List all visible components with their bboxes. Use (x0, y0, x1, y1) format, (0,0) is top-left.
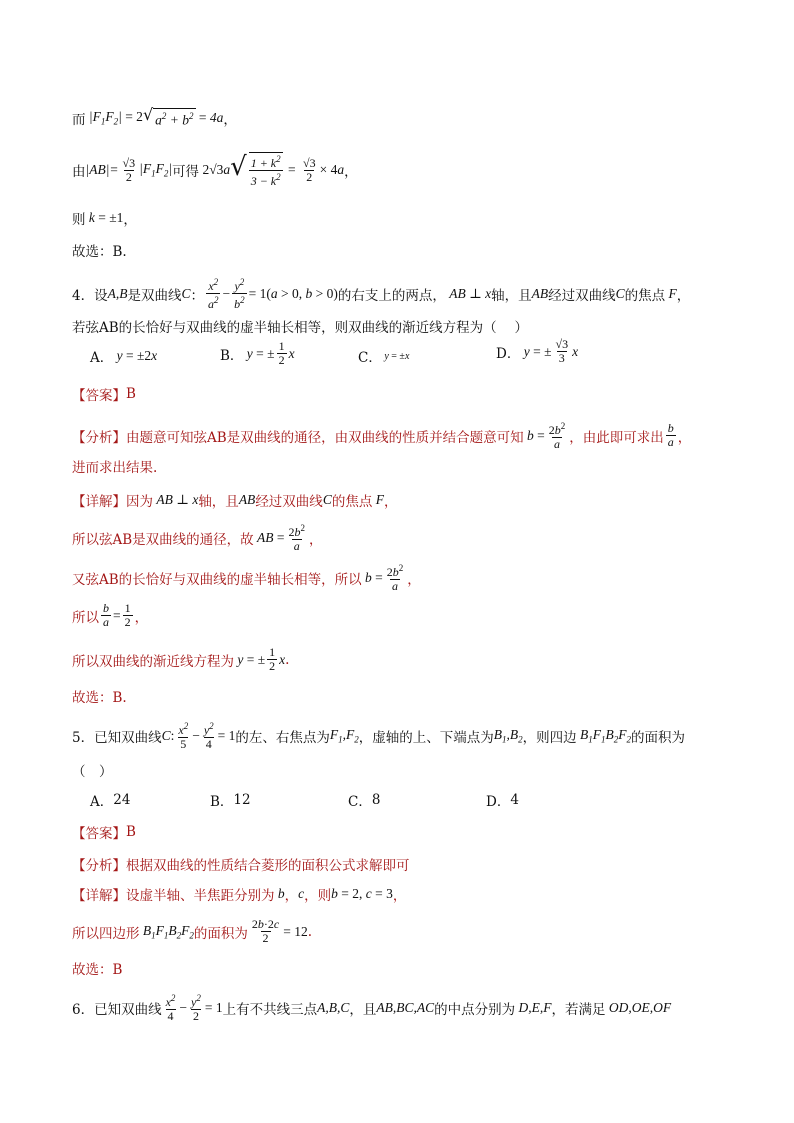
solution-line-3: 则 k = ±1 ， (72, 210, 137, 228)
question-5-options (90, 790, 690, 810)
option-c[interactable]: C． 8 (348, 792, 381, 810)
question-5-stem: 5． 已知双曲线 C : $\frac{x^2}{5}$ − $\frac{y^2}{4}$ = 1 的左、右焦点为 $F_1,F_2$ ，虚轴的上、下端点为 $B_1,B_2$ ，则四边 $B_1F_1B_2F_2$ 的面积为 (72, 721, 686, 751)
math-f1f2: $|F_1F_2| = 2$ (85, 109, 143, 127)
question-4-analysis: 【分析】 由题意可知弦AB是双曲线的通径，由双曲线的性质并结合题意可知 b = $\frac{2b^2}{a}$ ，由此即可求出 $\frac{b}{a}$ ， (72, 421, 692, 451)
option-d[interactable]: D． y = ± $\frac{√3}{3}$ x (496, 337, 579, 365)
solution-choose: 故选：B. (72, 244, 127, 260)
question-4-detail-2: 所以弦AB是双曲线的通径，故 AB = $\frac{2b^2}{a}$ ， (72, 523, 323, 553)
question-4-choose: 故选：B. (72, 690, 127, 706)
question-5-detail-2: 所以四边形 $B_1F_1B_2F_2$ 的面积为 $\frac{2b\cdot 2c}{2}$ = 12 . (72, 917, 312, 945)
question-4-detail-3: 又弦AB的长恰好与双曲线的虚半轴长相等，所以 b = $\frac{2b^2}{a}$ ， (72, 563, 421, 593)
math-sqrt: √ $a^2 + b^2$ (142, 105, 194, 128)
option-c[interactable]: C． y = ±x (358, 350, 410, 366)
question-4-detail-5: 所以双曲线的渐近线方程为 y = ± $\frac{1}{2}$ x . (72, 645, 290, 673)
solution-line-1: 而 $|F_1F_2| = 2$ √ $a^2 + b^2$ = 4a ， (72, 105, 237, 128)
question-4-analysis-line2: 进而求出结果. (72, 460, 158, 476)
question-5-analysis: 【分析】 根据双曲线的性质结合菱形的面积公式求解即可 (72, 858, 410, 874)
option-b[interactable]: B． 12 (210, 792, 251, 810)
question-4-stem: 4． 设 A,B 是双曲线 C ： $\frac{x^2}{a^2}$ − $\frac{y^2}{b^2}$ = 1(a > 0, b > 0) 的右支上的两点， AB ⊥ x 轴，且 AB 经过双曲线 C 的焦点 F ， (72, 277, 691, 311)
option-d[interactable]: D． 4 (486, 792, 519, 810)
option-a[interactable]: A． y = ±2x (90, 348, 158, 366)
solution-line-2: 由 |AB|= $\frac{√3}{2}$ $|F_1F_2|$ 可得 2√3a √ $\frac{1 + k^2}{3 - k^2}$ = $\frac{√3}{2}$ × 4a ， (72, 152, 358, 188)
frac-sqrt3-2: $\frac{√3}{2}$ (122, 155, 136, 184)
option-a[interactable]: A． 24 (90, 792, 131, 810)
question-5-answer: 【答案】 B (72, 824, 136, 842)
question-5-choose: 故选：B (72, 962, 123, 978)
question-5-stem-line2: （ ） (72, 764, 113, 780)
question-4-detail: 【详解】 因为 AB ⊥ x 轴，且 AB 经过双曲线 C 的焦点 F ， (72, 492, 398, 510)
question-5-detail: 【详解】 设虚半轴、半焦距分别为 b ， c ，则 b = 2, c = 3 ， (72, 886, 407, 904)
question-6-stem: 6． 已知双曲线 $\frac{x^2}{4}$ − $\frac{y^2}{2}$ = 1 上有不共线三点 A,B,C ，且 AB,BC,AC 的中点分别为 D,E,F ，若满足 OD,OE,OF (72, 993, 672, 1023)
option-b[interactable]: B． y = ± $\frac{1}{2}$ x (220, 339, 295, 367)
question-4-stem-line2: 若弦AB的长恰好与双曲线的虚半轴长相等，则双曲线的渐近线方程为（ ） (72, 320, 528, 336)
question-4-answer: 【答案】 B (72, 386, 136, 404)
question-4-detail-4: 所以 $\frac{b}{a}$ = $\frac{1}{2}$ ， (72, 601, 149, 629)
question-4-options (90, 337, 690, 370)
